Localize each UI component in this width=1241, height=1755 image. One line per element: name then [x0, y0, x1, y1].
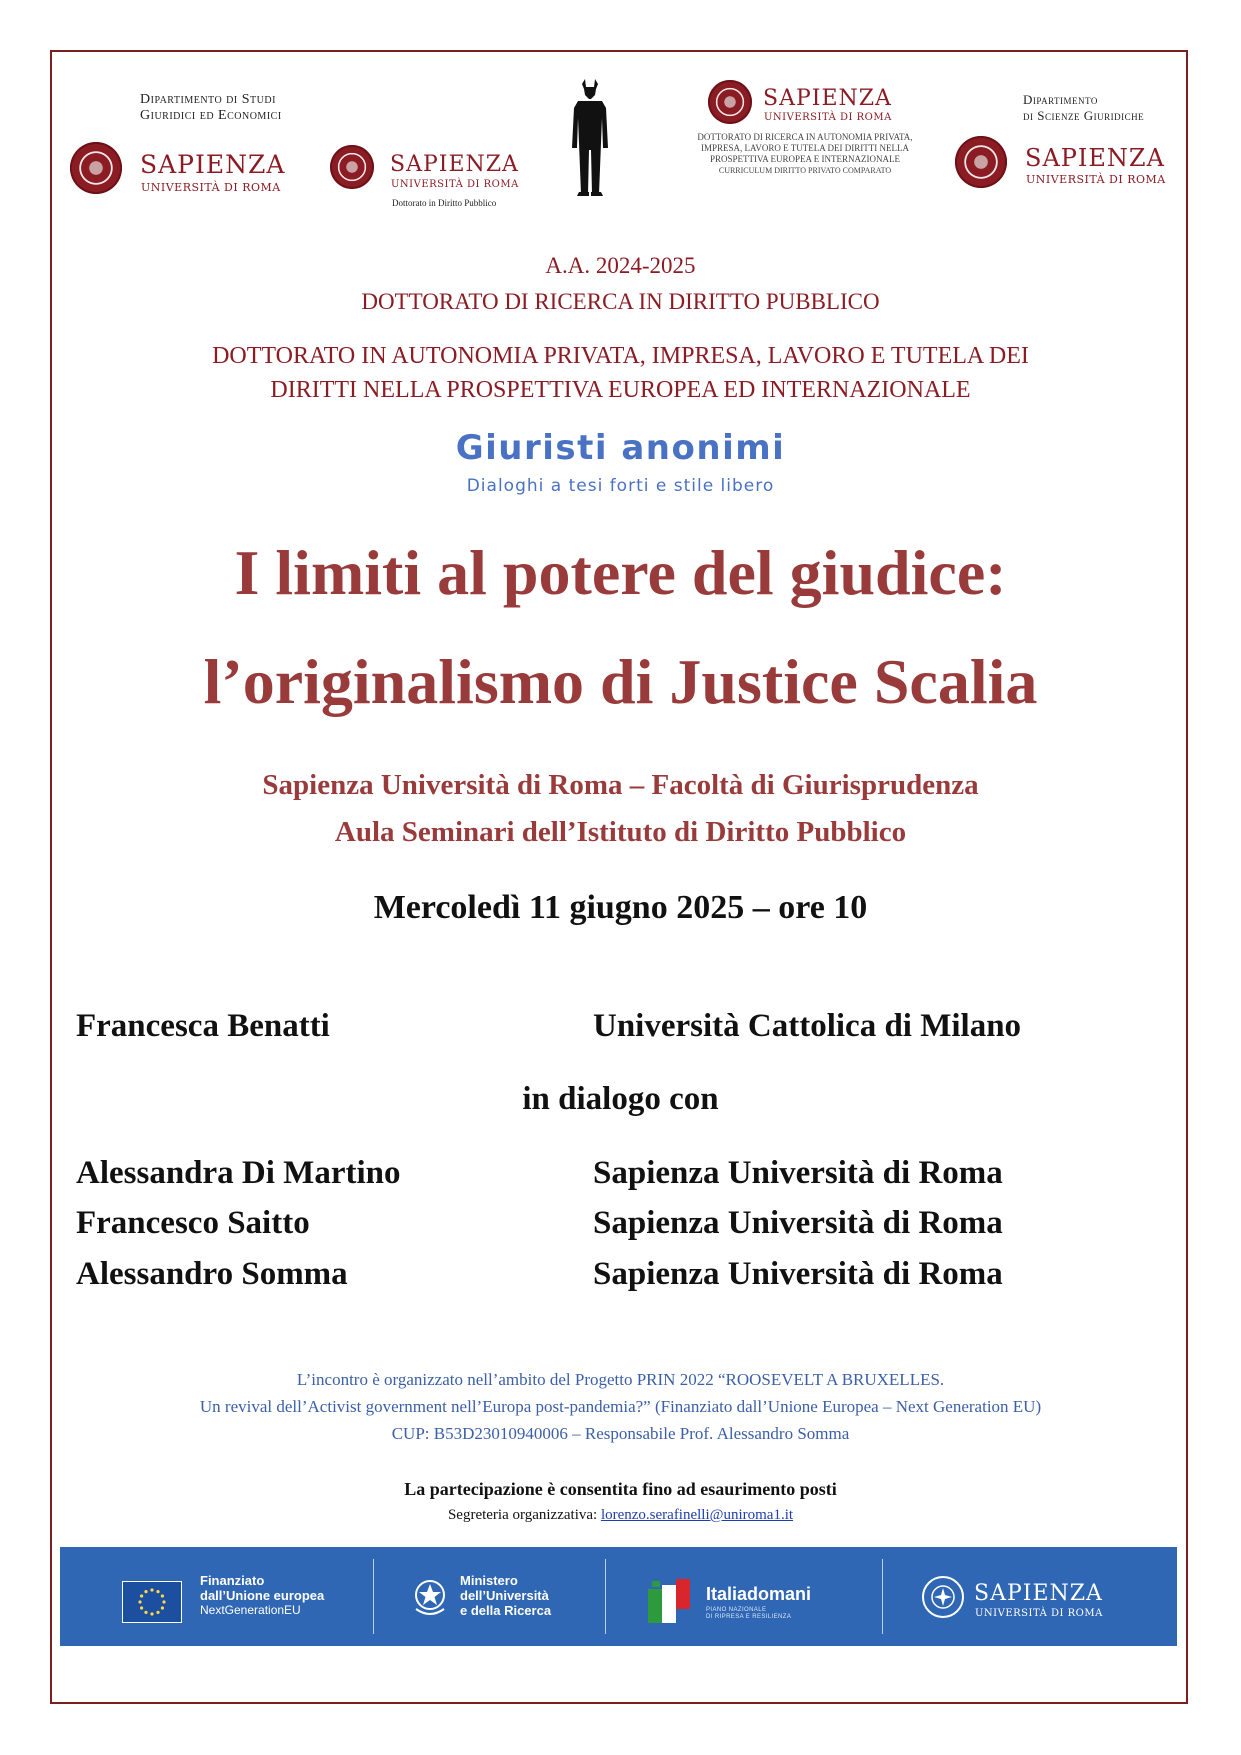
- discussant-affiliation: Sapienza Università di Roma: [593, 1155, 1003, 1191]
- mur-line2: dell’Università: [460, 1588, 549, 1603]
- silhouette-figure-icon: [565, 78, 615, 198]
- discussant-name: Alessandro Somma: [76, 1256, 348, 1292]
- dept-scienze-giuridiche-logo: [1023, 92, 1183, 192]
- sapienza-wordmark: SAPIENZA: [1025, 144, 1165, 172]
- phd-autonomia-line1: DOTTORATO IN AUTONOMIA PRIVATA, IMPRESA, LAVORO E TUTELA DEI: [212, 343, 1029, 369]
- secretariat: [0, 1507, 1241, 1524]
- italian-emblem-icon: [410, 1575, 450, 1619]
- sapienza-seal-icon: [955, 136, 1007, 188]
- prin-info-line3: CUP: B53D23010940006 – Responsabile Prof. Alessandro Somma: [391, 1424, 850, 1443]
- dept1-line1: Dipartimento di Studi: [140, 92, 276, 107]
- discussant-affiliation: Sapienza Università di Roma: [593, 1205, 1003, 1241]
- dottorato-right-line3: PROSPETTIVA EUROPEA E INTERNAZIONALE: [709, 154, 901, 164]
- dottorato-right-text: [675, 132, 935, 176]
- event-date: Mercoledì 11 giugno 2025 – ore 10: [373, 889, 868, 926]
- phd-diritto-pubblico: DOTTORATO DI RICERCA IN DIRITTO PUBBLICO: [361, 289, 880, 314]
- footer-divider: [882, 1559, 883, 1634]
- dialogue-label: in dialogo con: [522, 1081, 719, 1117]
- funding-footer-bar: [60, 1547, 1177, 1646]
- footer-divider: [373, 1559, 374, 1634]
- discussant-affiliation: Sapienza Università di Roma: [593, 1256, 1003, 1292]
- dottorato-caption: Dottorato in Diritto Pubblico: [392, 198, 497, 208]
- sapienza-footer-seal-icon: [922, 1576, 964, 1618]
- sapienza-wordmark: SAPIENZA: [140, 150, 286, 179]
- dottorato-autonomia-logo: [675, 80, 935, 190]
- sapienza-seal-icon: [330, 145, 374, 189]
- sapienza-sub: UNIVERSITÀ DI ROMA: [764, 112, 892, 123]
- italiadomani-sub: [706, 1607, 791, 1621]
- sapienza-seal-icon: [708, 80, 752, 124]
- academic-year: A.A. 2024-2025: [545, 253, 696, 278]
- italiadomani-flag-icon: [644, 1577, 698, 1625]
- eu-line1: Finanziato: [200, 1573, 265, 1588]
- secretariat-email-link[interactable]: lorenzo.serafinelli@uniroma1.it: [600, 1507, 794, 1523]
- dept-studi-giuridici-logo: [140, 92, 340, 202]
- italiadomani-sub1: PIANO NAZIONALE: [706, 1607, 767, 1613]
- series-title: Giuristi anonimi: [455, 428, 786, 468]
- participation-note: La partecipazione è consentita fino ad esaurimento posti: [404, 1479, 837, 1499]
- dept2-line2: di Scienze Giuridiche: [1023, 108, 1145, 123]
- event-title-line2: l’originalismo di Justice Scalia: [203, 646, 1038, 717]
- sapienza-wordmark: SAPIENZA: [390, 152, 519, 177]
- eu-line2: dall’Unione europea: [200, 1588, 325, 1603]
- discussant-name: Francesco Saitto: [76, 1205, 310, 1241]
- discussant-name: Alessandra Di Martino: [76, 1155, 401, 1191]
- speaker-main-affiliation: Università Cattolica di Milano: [593, 1008, 1022, 1044]
- prin-info-line1: L’incontro è organizzato nell’ambito del Progetto PRIN 2022 “ROOSEVELT A BRUXELLES.: [296, 1370, 945, 1389]
- eu-flag-icon: [122, 1581, 182, 1623]
- sapienza-footer-wordmark: SAPIENZA: [974, 1581, 1103, 1606]
- italiadomani-sub2: DI RIPRESA E RESILIENZA: [706, 1614, 792, 1620]
- phd-autonomia-line2: DIRITTI NELLA PROSPETTIVA EUROPEA ED INTERNAZIONALE: [270, 377, 971, 403]
- dottorato-right-line1: DOTTORATO DI RICERCA IN AUTONOMIA PRIVATA,: [697, 132, 913, 142]
- series-subtitle: Dialoghi a tesi forti e stile libero: [466, 476, 775, 496]
- dottorato-right-line2: IMPRESA, LAVORO E TUTELA DEI DIRITTI NELLA: [701, 143, 909, 153]
- sapienza-seal-icon: [70, 142, 122, 194]
- sapienza-sub: UNIVERSITÀ DI ROMA: [141, 181, 281, 194]
- dottorato-right-line4: CURRICULUM DIRITTO PRIVATO COMPARATO: [718, 166, 892, 175]
- dept1-line2: Giuridici ed Economici: [140, 108, 282, 123]
- mur-text: [460, 1573, 551, 1618]
- footer-divider: [605, 1559, 606, 1634]
- venue-line1: Sapienza Università di Roma – Facoltà di Giurisprudenza: [262, 769, 979, 801]
- sapienza-footer-sub: UNIVERSITÀ DI ROMA: [975, 1608, 1103, 1619]
- venue-line2: Aula Seminari dell’Istituto di Diritto Pubblico: [334, 816, 907, 848]
- eu-line3: NextGenerationEU: [200, 1603, 301, 1617]
- prin-info-line2: Un revival dell’Activist government nell’Europa post-pandemia?” (Finanziato dall’Unione Europea – Next Generation EU): [199, 1397, 1042, 1416]
- italiadomani-wordmark: Italiadomani: [706, 1584, 812, 1604]
- sapienza-wordmark: SAPIENZA: [763, 86, 892, 111]
- secretariat-label: Segreteria organizzativa:: [447, 1507, 598, 1523]
- sapienza-sub: UNIVERSITÀ DI ROMA: [1026, 173, 1166, 186]
- eu-funding-text: [200, 1573, 324, 1618]
- dept2-line1: Dipartimento: [1023, 92, 1098, 107]
- mur-line1: Ministero: [460, 1573, 518, 1588]
- mur-line3: e della Ricerca: [460, 1603, 552, 1618]
- event-title-line1: I limiti al potere del giudice:: [234, 537, 1007, 608]
- speaker-main-name: Francesca Benatti: [76, 1008, 330, 1044]
- sapienza-sub: UNIVERSITÀ DI ROMA: [391, 179, 519, 190]
- sapienza-dottorato-pubblico-logo: [330, 142, 520, 212]
